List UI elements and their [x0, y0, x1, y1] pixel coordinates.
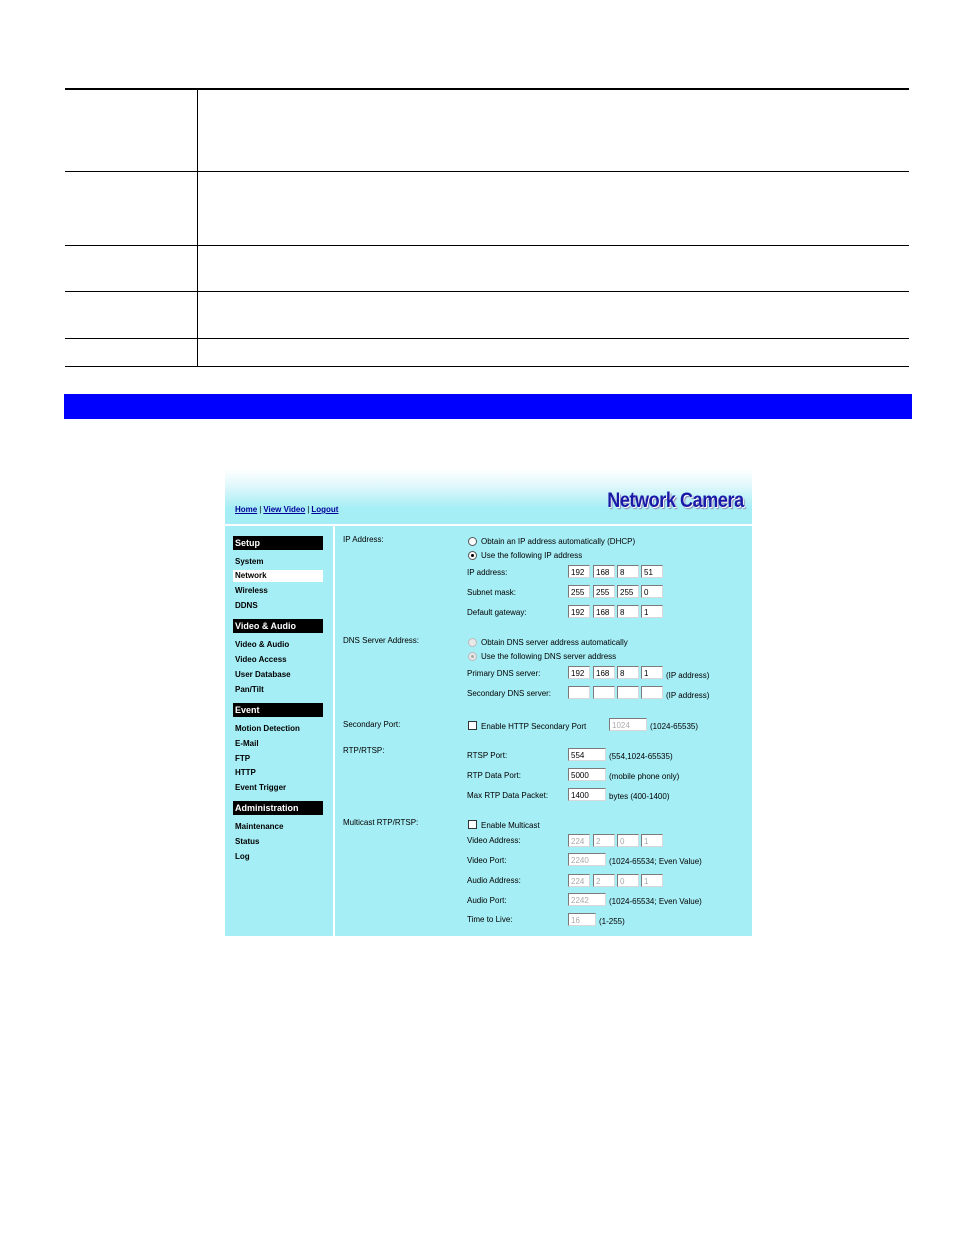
static-ip-radio[interactable]: [468, 551, 477, 560]
mask-octet-3-input[interactable]: 255: [617, 585, 639, 598]
sidebar-item-event-trigger[interactable]: Event Trigger: [235, 783, 287, 792]
enable-secondary-port-checkbox[interactable]: [468, 721, 477, 730]
sidebar-item-email[interactable]: E-Mail: [235, 739, 259, 748]
audio-addr-octet-2-input[interactable]: 2: [593, 874, 615, 887]
dns-auto-radio[interactable]: [468, 638, 477, 647]
table-column-divider: [197, 88, 198, 367]
sdns-octet-3-input[interactable]: [617, 686, 639, 699]
audio-address-label: Audio Address:: [467, 876, 521, 885]
audio-addr-octet-3-input[interactable]: 0: [617, 874, 639, 887]
sidebar-section-video-audio: Video & Audio: [233, 619, 323, 633]
rtp-section-label: RTP/RTSP:: [343, 746, 385, 755]
video-address-label: Video Address:: [467, 836, 521, 845]
sidebar-item-network[interactable]: Network: [233, 570, 323, 582]
mask-octet-1-input[interactable]: 255: [568, 585, 590, 598]
pdns-octet-1-input[interactable]: 192: [568, 666, 590, 679]
camera-ui-screenshot: [225, 469, 752, 936]
max-rtp-packet-hint: bytes (400-1400): [609, 792, 670, 801]
table-row-divider: [65, 291, 909, 292]
sidebar-item-system[interactable]: System: [235, 557, 264, 566]
dhcp-radio-label: Obtain an IP address automatically (DHCP): [481, 537, 636, 546]
nav-home-link[interactable]: Home: [235, 505, 258, 514]
video-port-label: Video Port:: [467, 856, 507, 865]
enable-multicast-label: Enable Multicast: [481, 821, 540, 830]
sidebar-section-administration: Administration: [233, 801, 323, 815]
sidebar-item-maintenance[interactable]: Maintenance: [235, 822, 284, 831]
table-row-divider: [65, 245, 909, 246]
audio-addr-octet-1-input[interactable]: 224: [568, 874, 590, 887]
dns-section-label: DNS Server Address:: [343, 636, 420, 645]
ip-octet-2-input[interactable]: 168: [593, 565, 615, 578]
video-addr-octet-1-input[interactable]: 224: [568, 834, 590, 847]
nav-separator: |: [307, 505, 310, 514]
dns-static-radio-label: Use the following DNS server address: [481, 652, 617, 661]
video-addr-octet-2-input[interactable]: 2: [593, 834, 615, 847]
sidebar-item-wireless[interactable]: Wireless: [235, 586, 268, 595]
max-rtp-packet-label: Max RTP Data Packet:: [467, 791, 549, 800]
sidebar-item-video-audio[interactable]: Video & Audio: [235, 640, 290, 649]
secondary-dns-label: Secondary DNS server:: [467, 689, 552, 698]
primary-dns-label: Primary DNS server:: [467, 669, 541, 678]
sdns-octet-2-input[interactable]: [593, 686, 615, 699]
top-nav: [235, 505, 338, 514]
sdns-octet-1-input[interactable]: [568, 686, 590, 699]
sidebar-item-motion-detection[interactable]: Motion Detection: [235, 724, 300, 733]
enable-secondary-port-label: Enable HTTP Secondary Port: [481, 722, 587, 731]
secondary-dns-hint: (IP address): [666, 691, 710, 700]
ip-section-label: IP Address:: [343, 535, 384, 544]
video-addr-octet-4-input[interactable]: 1: [641, 834, 663, 847]
rtsp-port-label: RTSP Port:: [467, 751, 508, 760]
rtp-data-port-label: RTP Data Port:: [467, 771, 521, 780]
sidebar-item-video-access[interactable]: Video Access: [235, 655, 287, 664]
audio-port-hint: (1024-65534; Even Value): [609, 897, 702, 906]
static-ip-radio-label: Use the following IP address: [481, 551, 583, 560]
primary-dns-hint: (IP address): [666, 671, 710, 680]
mask-octet-2-input[interactable]: 255: [593, 585, 615, 598]
sdns-octet-4-input[interactable]: [641, 686, 663, 699]
gw-octet-4-input[interactable]: 1: [641, 605, 663, 618]
sidebar-item-http[interactable]: HTTP: [235, 768, 256, 777]
nav-separator: |: [259, 505, 262, 514]
pdns-octet-4-input[interactable]: 1: [641, 666, 663, 679]
nav-logout-link[interactable]: Logout: [311, 505, 339, 514]
audio-addr-octet-4-input[interactable]: 1: [641, 874, 663, 887]
ttl-input[interactable]: 16: [568, 913, 596, 926]
secondary-port-hint: (1024-65535): [650, 722, 699, 731]
rtsp-port-hint: (554,1024-65535): [609, 752, 673, 761]
table-row-divider: [65, 171, 909, 172]
max-rtp-packet-input[interactable]: 1400: [568, 788, 606, 801]
rtp-data-port-hint: (mobile phone only): [609, 772, 680, 781]
enable-multicast-checkbox[interactable]: [468, 820, 477, 829]
sidebar-item-log[interactable]: Log: [235, 852, 250, 861]
sidebar-section-event: Event: [233, 703, 323, 717]
table-bottom-rule: [65, 366, 909, 367]
table-row-divider: [65, 338, 909, 339]
ttl-hint: (1-255): [599, 917, 625, 926]
secondary-port-input[interactable]: 1024: [609, 718, 647, 731]
ip-octet-4-input[interactable]: 51: [641, 565, 663, 578]
secondary-port-label: Secondary Port:: [343, 720, 401, 729]
network-settings-form: [335, 526, 752, 936]
pdns-octet-3-input[interactable]: 8: [617, 666, 639, 679]
document-table: [65, 88, 909, 367]
gw-octet-3-input[interactable]: 8: [617, 605, 639, 618]
subnet-mask-label: Subnet mask:: [467, 588, 516, 597]
mask-octet-4-input[interactable]: 0: [641, 585, 663, 598]
dns-static-radio[interactable]: [468, 652, 477, 661]
video-addr-octet-3-input[interactable]: 0: [617, 834, 639, 847]
audio-port-label: Audio Port:: [467, 896, 507, 905]
brand-logo: Network Camera: [607, 489, 744, 512]
dhcp-radio[interactable]: [468, 537, 477, 546]
ttl-label: Time to Live:: [467, 915, 513, 924]
section-banner: [64, 394, 912, 419]
gw-octet-2-input[interactable]: 168: [593, 605, 615, 618]
rtsp-port-input[interactable]: 554: [568, 748, 606, 761]
sidebar-item-ftp[interactable]: FTP: [235, 754, 251, 763]
nav-view-video-link[interactable]: View Video: [263, 505, 306, 514]
video-port-input[interactable]: 2240: [568, 853, 606, 866]
sidebar-item-user-database[interactable]: User Database: [235, 670, 291, 679]
pdns-octet-2-input[interactable]: 168: [593, 666, 615, 679]
gateway-label: Default gateway:: [467, 608, 527, 617]
video-port-hint: (1024-65534; Even Value): [609, 857, 702, 866]
audio-port-input[interactable]: 2242: [568, 893, 606, 906]
table-top-rule: [65, 88, 909, 90]
sidebar-item-pan-tilt[interactable]: Pan/Tilt: [235, 685, 264, 694]
ip-octet-1-input[interactable]: 192: [568, 565, 590, 578]
dns-auto-radio-label: Obtain DNS server address automatically: [481, 638, 628, 647]
sidebar: [225, 526, 333, 936]
sidebar-item-status[interactable]: Status: [235, 837, 260, 846]
multicast-section-label: Multicast RTP/RTSP:: [343, 818, 419, 827]
sidebar-section-setup: Setup: [233, 536, 323, 550]
rtp-data-port-input[interactable]: 5000: [568, 768, 606, 781]
gw-octet-1-input[interactable]: 192: [568, 605, 590, 618]
ip-octet-3-input[interactable]: 8: [617, 565, 639, 578]
sidebar-item-ddns[interactable]: DDNS: [235, 601, 258, 610]
ip-address-label: IP address:: [467, 568, 508, 577]
